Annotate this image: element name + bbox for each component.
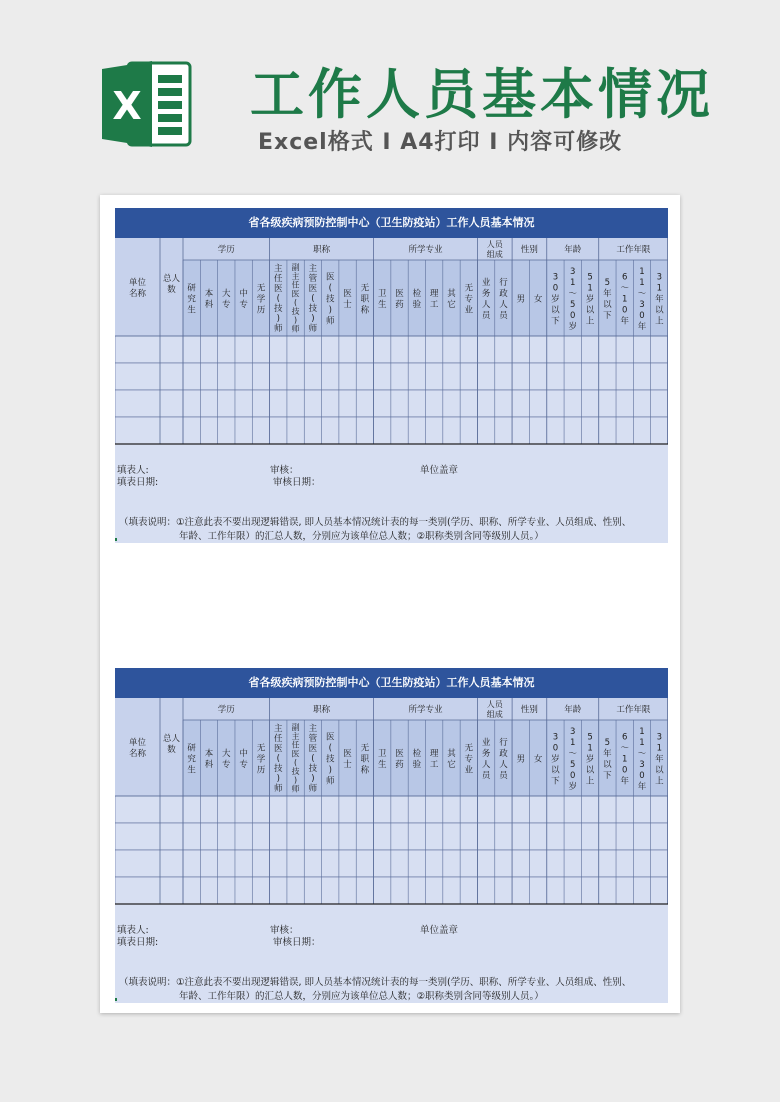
column-header: 主管医(技)师 (308, 264, 318, 334)
column-header: 无学历 (256, 283, 266, 316)
fill-date-label: 填表日期: (117, 477, 159, 488)
column-header: 行政人员 (499, 737, 508, 781)
column-header: 男 (516, 754, 526, 765)
column-header: 中专 (239, 748, 248, 770)
total-count-header: 总人数 (162, 734, 181, 755)
reviewer-label: 审核： (270, 465, 299, 476)
unit-name-header: 单位名称 (128, 278, 147, 299)
unit-name-header: 单位名称 (128, 738, 147, 759)
review-date-label: 审核日期： (273, 937, 321, 948)
column-header: 无专业 (464, 283, 474, 316)
table-row (115, 336, 668, 363)
column-header: 医(技)师 (325, 272, 335, 327)
sheet-title: 省各级疾病预防控制中心（卫生防疫站）工作人员基本情况 (115, 668, 668, 698)
a4-page (100, 195, 680, 1013)
column-header: 主管医(技)师 (308, 724, 318, 794)
column-header: 业务人员 (481, 737, 491, 781)
note-line-2: 年龄、工作年限）的汇总人数，分别应为该单位总人数；②职称类别含同等级别人员。） (179, 531, 544, 542)
column-header: 3 1 ～ 5 0 岁 (568, 726, 577, 792)
cell-marker (115, 538, 117, 541)
seal-label: 单位盖章 (420, 925, 459, 936)
group-header: 所学专业 (408, 245, 443, 255)
column-header: 3 1 年以上 (655, 272, 664, 327)
column-header: 无职称 (360, 283, 370, 316)
column-header: 无专业 (464, 743, 474, 776)
column-header: 无职称 (360, 743, 370, 776)
column-header: 其它 (447, 288, 456, 310)
note-line-1: （填表说明：①注意此表不要出现逻辑错误, 即人员基本情况统计表的每一类别(学历、职称、所学专业、人员组成、性别、 (119, 977, 632, 988)
column-header: 5 1 岁以上 (585, 272, 595, 327)
column-header: 1 1 ～ 3 0 年 (637, 726, 647, 792)
column-header: 6 ～ 1 0 年 (620, 272, 629, 327)
column-header: 检验 (412, 288, 422, 310)
table-row (115, 823, 668, 850)
group-header: 职称 (313, 705, 331, 715)
sheet-title: 省各级疾病预防控制中心（卫生防疫站）工作人员基本情况 (115, 208, 668, 238)
group-header: 年龄 (564, 245, 582, 255)
group-header: 人员组成 (486, 240, 503, 259)
column-header: 本科 (204, 748, 214, 770)
banner-subtitle: Excel格式 I A4打印 I 内容可修改 (258, 130, 623, 155)
column-header: 其它 (447, 748, 456, 770)
group-header: 职称 (313, 245, 331, 255)
note-line-1: （填表说明：①注意此表不要出现逻辑错误, 即人员基本情况统计表的每一类别(学历、职称、所学专业、人员组成、性别、 (119, 517, 632, 528)
group-header: 工作年限 (616, 705, 651, 715)
staff-table (115, 698, 668, 908)
column-header: 女 (533, 294, 543, 305)
note-line-2: 年龄、工作年限）的汇总人数，分别应为该单位总人数；②职称类别含同等级别人员。） (179, 991, 544, 1002)
group-header: 人员组成 (486, 700, 503, 719)
column-header: 3 0 岁以下 (551, 732, 560, 787)
table-row (115, 850, 668, 877)
column-header: 医(技)师 (325, 732, 335, 787)
total-count-header: 总人数 (162, 274, 181, 295)
group-header: 年龄 (564, 705, 582, 715)
group-header: 工作年限 (616, 245, 651, 255)
column-header: 主任医(技)师 (274, 264, 283, 334)
column-header: 3 1 年以上 (655, 732, 664, 787)
column-header: 无学历 (256, 743, 266, 776)
column-header: 女 (533, 754, 543, 765)
group-header: 学历 (217, 245, 235, 255)
group-header: 性别 (520, 705, 538, 715)
seal-label: 单位盖章 (420, 465, 459, 476)
column-header: 副主任医(技)师 (291, 263, 300, 334)
column-header: 大专 (222, 748, 231, 770)
excel-logo-icon (98, 55, 196, 153)
svg-text:X: X (112, 84, 142, 128)
column-header: 卫生 (377, 288, 387, 310)
column-header: 5 年以下 (603, 277, 612, 321)
column-header: 大专 (222, 288, 231, 310)
reviewer-label: 审核： (270, 925, 299, 936)
banner-title: 工作人员基本情况 (250, 63, 714, 126)
column-header: 医药 (395, 748, 404, 770)
statistics-sheet (115, 668, 668, 1003)
column-header: 理工 (429, 288, 439, 310)
fill-date-label: 填表日期: (117, 937, 159, 948)
group-header: 学历 (217, 705, 235, 715)
column-header: 男 (516, 294, 526, 305)
column-header: 检验 (412, 748, 422, 770)
column-header: 5 1 岁以上 (585, 732, 595, 787)
column-header: 行政人员 (499, 277, 508, 321)
column-header: 6 ～ 1 0 年 (620, 732, 629, 787)
column-header: 医士 (343, 288, 352, 310)
group-header: 性别 (520, 245, 538, 255)
column-header: 业务人员 (481, 277, 491, 321)
table-row (115, 390, 668, 417)
column-header: 中专 (239, 288, 248, 310)
table-row (115, 417, 668, 444)
filler-label: 填表人: (117, 925, 149, 936)
column-header: 3 0 岁以下 (551, 272, 560, 327)
group-header: 所学专业 (408, 705, 443, 715)
column-header: 5 年以下 (603, 737, 612, 781)
banner (0, 0, 780, 170)
table-row (115, 796, 668, 823)
cell-marker (115, 998, 117, 1001)
column-header: 1 1 ～ 3 0 年 (637, 266, 647, 332)
column-header: 医药 (395, 288, 404, 310)
statistics-sheet (115, 208, 668, 543)
column-header: 3 1 ～ 5 0 岁 (568, 266, 577, 332)
column-header: 医士 (343, 748, 352, 770)
table-row (115, 363, 668, 390)
column-header: 卫生 (377, 748, 387, 770)
column-header: 主任医(技)师 (274, 724, 283, 794)
table-row (115, 877, 668, 904)
column-header: 理工 (429, 748, 439, 770)
column-header: 研究生 (187, 743, 196, 776)
column-header: 本科 (204, 288, 214, 310)
filler-label: 填表人: (117, 465, 149, 476)
review-date-label: 审核日期： (273, 477, 321, 488)
staff-table (115, 238, 668, 448)
column-header: 副主任医(技)师 (291, 723, 300, 794)
column-header: 研究生 (187, 283, 196, 316)
